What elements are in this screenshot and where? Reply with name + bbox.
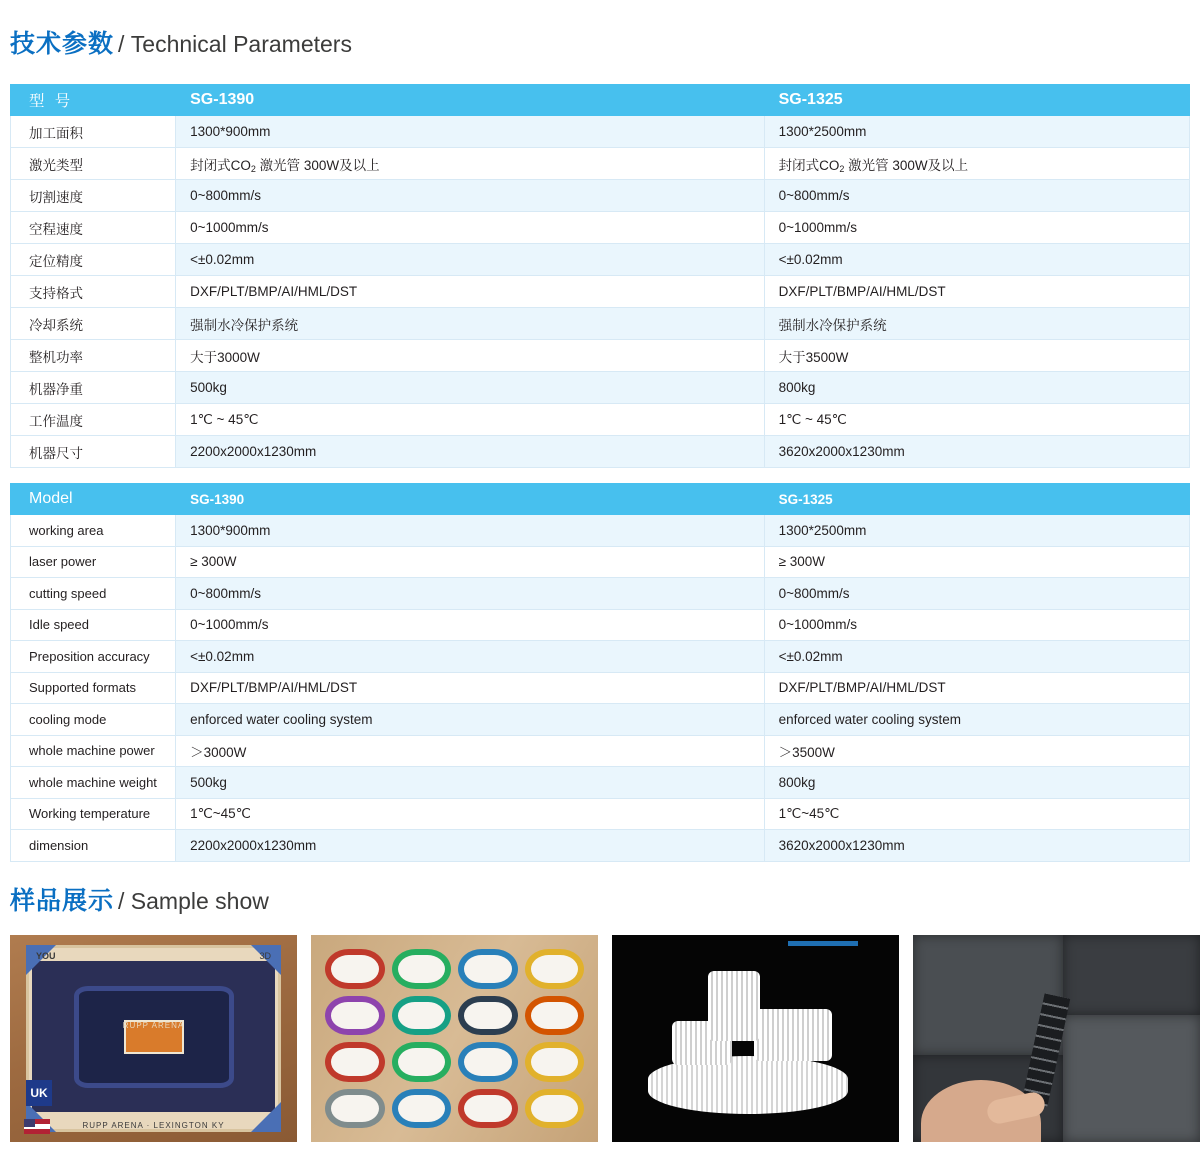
row-label: laser power	[11, 546, 176, 578]
foam-piece-grid	[325, 949, 584, 1128]
foam-piece	[392, 996, 452, 1036]
row-value-sg1390: <±0.02mm	[176, 244, 764, 276]
row-label: dimension	[11, 830, 176, 862]
foam-piece	[525, 949, 585, 989]
row-value-sg1390: 0~800mm/s	[176, 180, 764, 212]
row-value-sg1390: 0~1000mm/s	[176, 212, 764, 244]
foam-piece	[325, 1042, 385, 1082]
table-row	[11, 609, 1190, 641]
row-value-sg1325: 大于3500W	[764, 340, 1189, 372]
row-label: 机器尺寸	[11, 436, 176, 468]
row-label: cutting speed	[11, 578, 176, 610]
row-value-sg1325: 0~800mm/s	[764, 578, 1189, 610]
row-label: cooling mode	[11, 704, 176, 736]
plaque-top-right-text: 3D	[259, 951, 271, 961]
sample-photo-wooden-stadium-plaque	[10, 935, 297, 1142]
row-label: Preposition accuracy	[11, 641, 176, 673]
row-value-sg1325: 1300*2500mm	[764, 515, 1189, 547]
row-value-sg1390: 2200x2000x1230mm	[176, 436, 764, 468]
foam-piece	[525, 1089, 585, 1129]
plaque-inner-panel	[32, 961, 275, 1112]
row-value-sg1325: 1300*2500mm	[764, 116, 1189, 148]
table-row	[11, 276, 1190, 308]
team-logo-icon: UK	[26, 1080, 52, 1106]
row-value-sg1325: DXF/PLT/BMP/AI/HML/DST	[764, 276, 1189, 308]
row-label: 冷却系统	[11, 308, 176, 340]
row-value-sg1390: 大于3000W	[176, 340, 764, 372]
row-value-sg1325: <±0.02mm	[764, 641, 1189, 673]
row-label: working area	[11, 515, 176, 547]
row-value-sg1390: ≥ 300W	[176, 546, 764, 578]
row-value-sg1325: 800kg	[764, 372, 1189, 404]
blue-accent-strip	[788, 941, 858, 946]
row-value-sg1325: <±0.02mm	[764, 244, 1189, 276]
row-value-sg1325: 3620x2000x1230mm	[764, 436, 1189, 468]
row-label: Idle speed	[11, 609, 176, 641]
section-title-cn: 样品展示	[10, 887, 115, 915]
table-row	[11, 672, 1190, 704]
table-row	[11, 180, 1190, 212]
row-value-sg1390: 1℃~45℃	[176, 798, 764, 830]
table-row	[11, 436, 1190, 468]
table-row	[11, 767, 1190, 799]
row-value-sg1390: ＞3000W	[176, 735, 764, 767]
plaque-caption: RUPP ARENA · LEXINGTON KY	[82, 1121, 225, 1130]
row-label: 定位精度	[11, 244, 176, 276]
row-value-sg1325: 800kg	[764, 767, 1189, 799]
table-row	[11, 830, 1190, 862]
row-label: 工作温度	[11, 404, 176, 436]
stadium-bowl-shape	[74, 986, 234, 1088]
table-row	[11, 212, 1190, 244]
row-label: Working temperature	[11, 798, 176, 830]
header-model-sg1325: SG-1325	[764, 484, 1189, 515]
row-value-sg1390: 1300*900mm	[176, 116, 764, 148]
spec-table-chinese	[10, 84, 1190, 468]
foam-piece	[392, 1042, 452, 1082]
table-row	[11, 515, 1190, 547]
row-value-sg1390: DXF/PLT/BMP/AI/HML/DST	[176, 276, 764, 308]
row-value-sg1390: 500kg	[176, 767, 764, 799]
row-label: whole machine power	[11, 735, 176, 767]
row-value-sg1390: enforced water cooling system	[176, 704, 764, 736]
table-row	[11, 404, 1190, 436]
table-row	[11, 244, 1190, 276]
row-value-sg1390: 封闭式$CO_2$ 激光管 300W及以上	[176, 148, 764, 180]
table-header-row	[11, 85, 1190, 116]
row-value-sg1390: 1300*900mm	[176, 515, 764, 547]
row-value-sg1325: 1℃ ~ 45℃	[764, 404, 1189, 436]
sample-photo-colored-foam-inserts	[311, 935, 598, 1142]
row-value-sg1325: ＞3500W	[764, 735, 1189, 767]
row-label: whole machine weight	[11, 767, 176, 799]
table-row	[11, 735, 1190, 767]
foam-block	[754, 1009, 832, 1061]
row-value-sg1390: 500kg	[176, 372, 764, 404]
table-row	[11, 546, 1190, 578]
table-row	[11, 148, 1190, 180]
table-row	[11, 372, 1190, 404]
section-title-en: / Sample show	[118, 888, 269, 914]
header-model-sg1325: SG-1325	[764, 85, 1189, 116]
table-row	[11, 798, 1190, 830]
header-model-sg1390: SG-1390	[176, 484, 764, 515]
row-value-sg1325: 0~1000mm/s	[764, 609, 1189, 641]
row-value-sg1390: <±0.02mm	[176, 641, 764, 673]
header-model-label: Model	[11, 484, 176, 515]
foam-block	[708, 971, 760, 1041]
foam-piece	[458, 996, 518, 1036]
table-row	[11, 641, 1190, 673]
foam-piece	[325, 1089, 385, 1129]
row-value-sg1325: 1℃~45℃	[764, 798, 1189, 830]
spec-table-english	[10, 483, 1190, 862]
row-label: 加工面积	[11, 116, 176, 148]
row-value-sg1390: DXF/PLT/BMP/AI/HML/DST	[176, 672, 764, 704]
table-row	[11, 308, 1190, 340]
table-row	[11, 116, 1190, 148]
sample-photo-white-foam-sculpture	[612, 935, 899, 1142]
header-model-label: 型 号	[11, 85, 176, 116]
row-value-sg1325: 强制水冷保护系统	[764, 308, 1189, 340]
foam-piece	[392, 949, 452, 989]
row-label: Supported formats	[11, 672, 176, 704]
row-value-sg1325: enforced water cooling system	[764, 704, 1189, 736]
row-label: 整机功率	[11, 340, 176, 372]
row-value-sg1325: DXF/PLT/BMP/AI/HML/DST	[764, 672, 1189, 704]
foam-packaging-block	[1063, 935, 1200, 1015]
section-title-en: / Technical Parameters	[118, 31, 352, 57]
row-value-sg1325: 封闭式$CO_2$ 激光管 300W及以上	[764, 148, 1189, 180]
section-title-sample-show	[10, 889, 269, 914]
row-value-sg1390: 1℃ ~ 45℃	[176, 404, 764, 436]
row-label: 空程速度	[11, 212, 176, 244]
foam-piece	[458, 1042, 518, 1082]
foam-piece	[525, 996, 585, 1036]
plaque-top-left-text: YOU	[36, 951, 56, 961]
row-value-sg1390: 0~1000mm/s	[176, 609, 764, 641]
table-row	[11, 578, 1190, 610]
table-header-row	[11, 484, 1190, 515]
row-label: 切割速度	[11, 180, 176, 212]
row-label: 激光类型	[11, 148, 176, 180]
row-value-sg1325: 3620x2000x1230mm	[764, 830, 1189, 862]
foam-piece	[458, 1089, 518, 1129]
section-title-technical-parameters	[10, 32, 352, 57]
row-value-sg1390: 2200x2000x1230mm	[176, 830, 764, 862]
row-label: 机器净重	[11, 372, 176, 404]
table-row	[11, 704, 1190, 736]
header-model-sg1390: SG-1390	[176, 85, 764, 116]
row-value-sg1325: 0~800mm/s	[764, 180, 1189, 212]
foam-piece	[325, 996, 385, 1036]
plaque-team-line1: RUPP ARENA	[122, 1021, 185, 1030]
table-row	[11, 340, 1190, 372]
section-title-cn: 技术参数	[10, 30, 115, 58]
row-label: 支持格式	[11, 276, 176, 308]
foam-piece	[392, 1089, 452, 1129]
foam-piece	[325, 949, 385, 989]
sample-gallery	[10, 935, 1190, 1142]
foam-piece	[525, 1042, 585, 1082]
foam-piece	[458, 949, 518, 989]
foam-packaging-block	[1063, 1015, 1200, 1142]
sample-photo-grey-foam-packaging	[913, 935, 1200, 1142]
row-value-sg1390: 0~800mm/s	[176, 578, 764, 610]
row-value-sg1325: ≥ 300W	[764, 546, 1189, 578]
row-value-sg1325: 0~1000mm/s	[764, 212, 1189, 244]
row-value-sg1390: 强制水冷保护系统	[176, 308, 764, 340]
